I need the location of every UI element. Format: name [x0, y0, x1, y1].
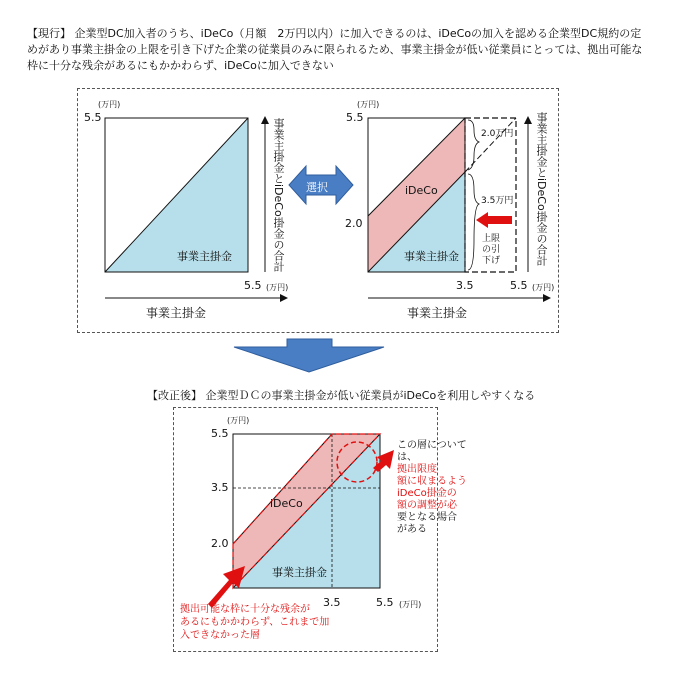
intro-tag: 【現行】: [27, 27, 71, 40]
top-right-chart: [368, 118, 547, 298]
bottom-y-unit: (万円): [227, 416, 250, 425]
upper-brace: [468, 120, 479, 170]
bottom-note-line: 額に収まるよう: [397, 476, 467, 487]
after-reform-text: 企業型ＤＣの事業主掛金が低い従業員がiDeCoを利用しやすくなる: [205, 389, 536, 402]
bottom-note-line: 額の調整が必: [397, 500, 457, 511]
intro-text: 企業型DC加入者のうち、iDeCo（月額 2万円以内）に加入できるのは、iDeCoの加入を認める企業型DC規約の定めがあり事業主掛金の上限を引き下げた企業の従業員のみに限られるため、事業主掛金が低い従業員にとっては、拠出可能な枠に十分な残余があるにもかかわらず、iDeCoに加入できない: [27, 27, 643, 72]
top-left-chart: [105, 118, 284, 298]
top-left-y-unit: (万円): [98, 100, 121, 109]
top-right-y-unit: (万円): [357, 100, 380, 109]
bottom-note: [397, 440, 467, 536]
bottom-callout: [180, 603, 329, 642]
bottom-y-mid: 3.5: [211, 481, 229, 494]
bottom-note-line: iDeCo掛金の: [397, 488, 457, 499]
top-right-band-label: iDeCo: [405, 184, 438, 197]
after-reform-heading: [147, 387, 535, 403]
bottom-note-line: は、: [397, 452, 417, 463]
bottom-y-low: 2.0: [211, 537, 229, 550]
top-right-side-label: 事業主掛金とiDeCo掛金の合計: [535, 112, 548, 266]
bottom-band-label: iDeCo: [270, 497, 303, 510]
top-right-x-unit: (万円): [532, 283, 555, 292]
top-left-y-max: 5.5: [84, 111, 102, 124]
bottom-x-unit: (万円): [399, 600, 422, 609]
down-transition-arrow: [234, 339, 384, 372]
lowering-red-arrow: [476, 212, 512, 228]
top-right-x-mid: 3.5: [456, 279, 474, 292]
bottom-note-line: この層について: [397, 440, 467, 451]
bottom-y-max: 5.5: [211, 427, 229, 440]
bottom-x-max: 5.5: [376, 596, 394, 609]
bottom-callout-line: 入できなかった層: [180, 630, 260, 641]
bottom-x-mid: 3.5: [323, 596, 341, 609]
lower-brace: [468, 174, 479, 270]
top-right-x-max: 5.5: [510, 279, 528, 292]
top-left-side-label: 事業主掛金とiDeCo掛金の合計: [272, 118, 285, 272]
top-left-x-unit: (万円): [266, 283, 289, 292]
bottom-note-line: 拠出限度: [397, 464, 437, 475]
bottom-callout-line: あるにもかかわらず、これまで加: [180, 617, 330, 628]
bottom-callout-line: 拠出可能な枠に十分な残余が: [180, 604, 310, 615]
bottom-note-line: がある: [397, 524, 427, 535]
top-left-fill-label: 事業主掛金: [177, 250, 232, 263]
lowering-label: 上限の引下げ: [482, 234, 501, 266]
top-right-y-max: 5.5: [346, 111, 364, 124]
bottom-note-line: 要となる場合: [397, 512, 457, 523]
lower-brace-label: 3.5万円: [481, 196, 514, 206]
top-left-x-max: 5.5: [244, 279, 262, 292]
top-right-y-mid: 2.0: [345, 217, 363, 230]
after-reform-tag: 【改正後】: [147, 389, 202, 402]
top-right-fill-label: 事業主掛金: [404, 250, 459, 263]
select-label: 選択: [306, 181, 328, 194]
upper-brace-label: 2.0万円: [481, 129, 514, 139]
top-right-x-axis-label: 事業主掛金: [407, 306, 468, 320]
top-left-x-axis-label: 事業主掛金: [146, 306, 207, 320]
bottom-fill-label: 事業主掛金: [272, 566, 327, 579]
